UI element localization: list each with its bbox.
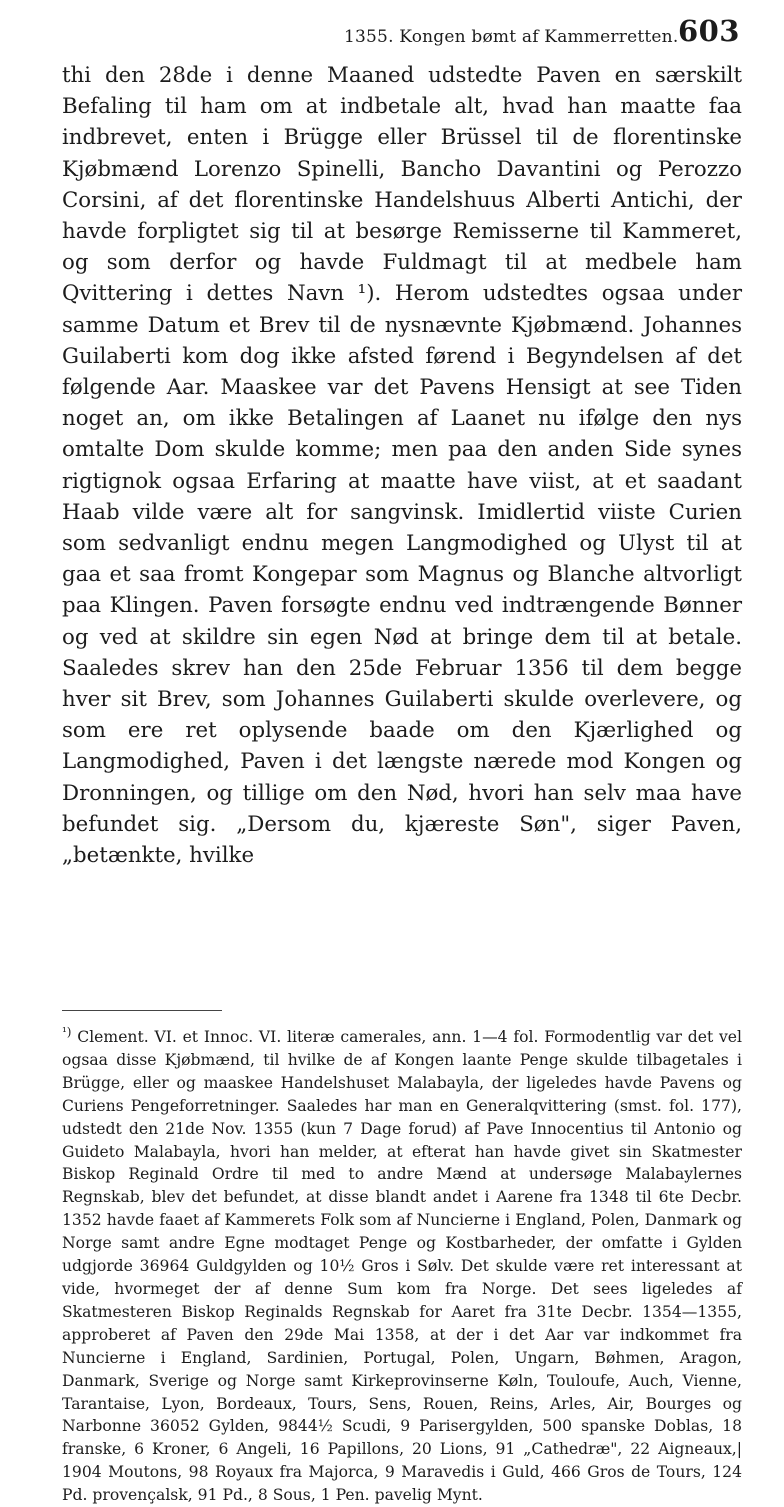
footnote xyxy=(62,1026,742,1507)
page-header xyxy=(58,12,744,52)
footnote-marker: ¹) xyxy=(62,1024,72,1039)
footnote-divider xyxy=(62,1010,222,1011)
running-head: 1355. Kongen bømt af Kammerretten. xyxy=(344,27,679,47)
page-number: 603 xyxy=(677,14,740,48)
footnote-text: Clement. VI. et Innoc. VI. literæ camerales, ann. 1—4 fol. Formodentlig var det vel ogsaa disse Kjøbmænd, til hvilke de af Kongen laante Penge skulde tilbagetales i Brügge, eller og maaskee Handelshuset Malabayla, der ligeledes havde Pavens og Curiens Pengeforretninger. Saaledes har man en Generalqvittering (smst. fol. 177), udstedt den 21de Nov. 1355 (kun 7 Dage forud) af Pave Innocentius til Antonio og Guideto Malabayla, hvori han melder, at efterat han havde givet sin Skatmester Biskop Reginald Ordre til med to andre Mænd at undersøge Malabaylernes Regnskab, blev det befundet, at disse blandt andet i Aarene fra 1348 til 6te Decbr. 1352 havde faaet af Kammerets Folk som af Nuncierne i England, Polen, Danmark og Norge samt andre Egne modtaget Penge og Kostbarheder, der omfatte i Gylden udgjorde 36964 Guldgylden og 10½ Gros i Sølv. Det skulde være ret interessant at vide, hvormeget der af denne Sum kom fra Norge. Det sees ligeledes af Skatmesteren Biskop Reginalds Regnskab for Aaret fra 31te Decbr. 1354—1355, approberet af Paven den 29de Mai 1358, at der i det Aar var indkommet fra Nuncierne i England, Sardinien, Portugal, Polen, Ungarn, Bøhmen, Aragon, Danmark, Sverige og Norge samt Kirkeprovinserne Køln, Touloufe, Auch, Vienne, Tarantaise, Lyon, Bordeaux, Tours, Sens, Rouen, Reins, Arles, Air, Bourges og Narbonne 36052 Gylden, 9844½ Scudi, 9 Parisergylden, 500 spanske Doblas, 18 franske, 6 Kroner, 6 Angeli, 16 Papillons, 20 Lions, 91 „Cathedræ", 22 Aigneaux,| 1904 Moutons, 98 Royaux fra Majorca, 9 Maravedis i Guld, 466 Gros de Tours, 124 Pd. provençalsk, 91 Pd., 8 Sous, 1 Pen. pavelig Mynt. xyxy=(62,1028,742,1505)
main-paragraph: thi den 28de i denne Maaned udstedte Paven en særskilt Befaling til ham om at indbetale alt, hvad han maatte faa indbrevet, enten i Brügge eller Brüssel til de florentinske Kjøbmænd Lorenzo Spinelli, Bancho Davantini og Perozzo Corsini, af det florentinske Handelshuus Alberti Antichi, der havde forpligtet sig til at besørge Remisserne til Kammeret, og som derfor og havde Fuldmagt til at medbele ham Qvittering i dettes Navn ¹). Herom udstedtes ogsaa under samme Datum et Brev til de nysnævnte Kjøbmænd. Johannes Guilaberti kom dog ikke afsted førend i Begyndelsen af det følgende Aar. Maaskee var det Pavens Hensigt at see Tiden noget an, om ikke Betalingen af Laanet nu ifølge den nys omtalte Dom skulde komme; men paa den anden Side synes rigtignok ogsaa Erfaring at maatte have viist, at et saadant Haab vilde være alt for sangvinsk. Imidlertid viiste Curien som sedvanligt endnu megen Langmodighed og Ulyst til at gaa et saa fromt Kongepar som Magnus og Blanche altvorligt paa Klingen. Paven forsøgte endnu ved indtrængende Bønner og ved at skildre sin egen Nød at bringe dem til at betale. Saaledes skrev han den 25de Februar 1356 til dem begge hver sit Brev, som Johannes Guilaberti skulde overlevere, og som ere ret oplysende baade om den Kjærlighed og Langmodighed, Paven i det længste nærede mod Kongen og Dronningen, og tillige om den Nød, hvori han selv maa have befundet sig. „Dersom du, kjæreste Søn", siger Paven, „betænkte, hvilke xyxy=(62,63,742,869)
